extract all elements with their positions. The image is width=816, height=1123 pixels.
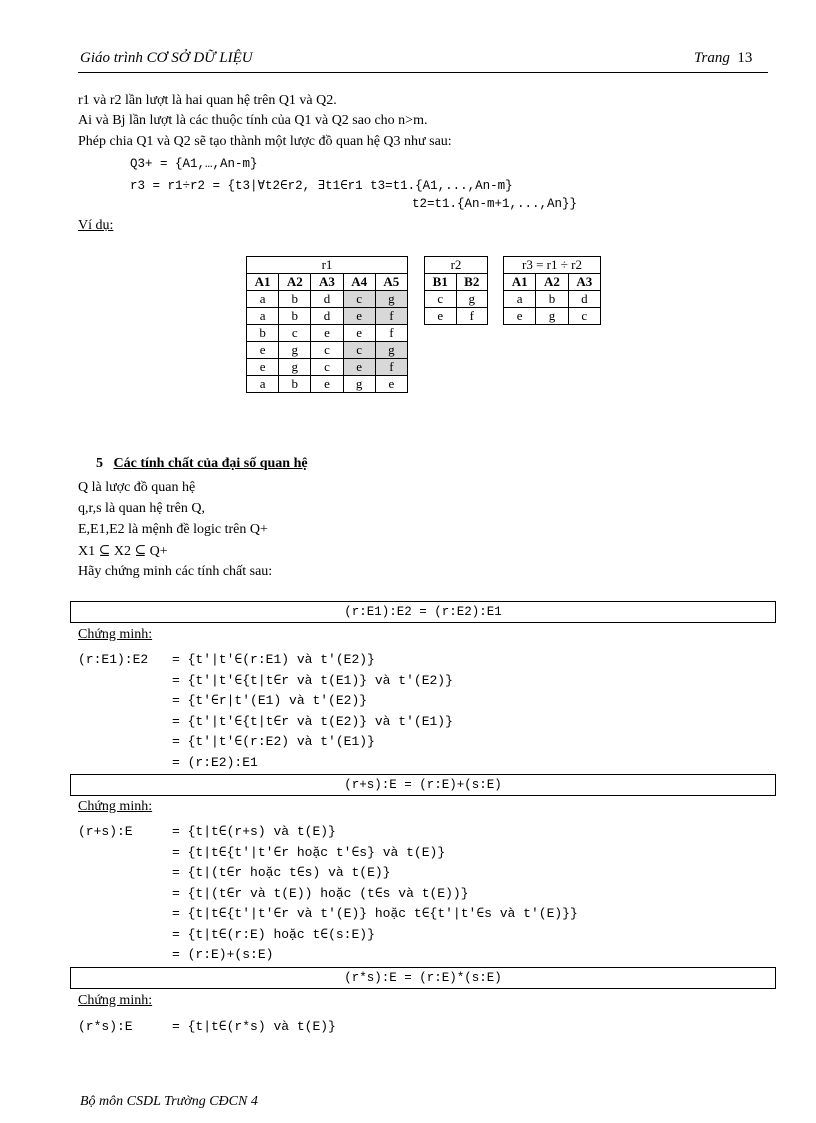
r1-cell: b bbox=[279, 308, 311, 325]
p1-line: = {t'∈r|t'(E1) và t'(E2)} bbox=[172, 693, 368, 708]
r2-header-cell: B2 bbox=[456, 274, 488, 291]
prop-line-5: Hãy chứng minh các tính chất sau: bbox=[78, 564, 273, 579]
p2-line: = {t|(t∈r hoặc t∈s) và t(E)} bbox=[172, 865, 391, 880]
r1-cell: a bbox=[247, 291, 279, 308]
example-label: Ví dụ: bbox=[78, 218, 114, 233]
r3-header-cell: A1 bbox=[504, 274, 536, 291]
r1-cell: e bbox=[311, 325, 343, 342]
table-r3 bbox=[503, 256, 601, 325]
p1-line: = {t'|t'∈{t|t∈r và t(E2)} và t'(E1)} bbox=[172, 713, 453, 729]
proof-label-2: Chứng minh: bbox=[78, 799, 153, 814]
r3-header-cell: A3 bbox=[568, 274, 600, 291]
r2-row bbox=[425, 291, 488, 308]
property-box-3: (r*s):E = (r:E)*(s:E) bbox=[70, 967, 776, 989]
p2-line: = {t|t∈(r:E) hoặc t∈(s:E)} bbox=[172, 926, 375, 942]
r2-cell: f bbox=[456, 308, 488, 325]
r1-cell: b bbox=[279, 291, 311, 308]
r1-row bbox=[247, 325, 408, 342]
r1-cell: b bbox=[247, 325, 279, 342]
r1-row bbox=[247, 308, 408, 325]
r2-header-cell: B1 bbox=[425, 274, 457, 291]
r1-cell: c bbox=[279, 325, 311, 342]
proof2-lhs: (r+s):E bbox=[78, 824, 133, 839]
r3-cell: g bbox=[536, 308, 568, 325]
r2-title: r2 bbox=[425, 257, 488, 274]
r1-header-cell: A2 bbox=[279, 274, 311, 291]
p3-line: = {t|t∈(r*s) và t(E)} bbox=[172, 1019, 336, 1034]
prop-line-3: E,E1,E2 là mệnh đề logic trên Q+ bbox=[78, 522, 268, 537]
r3-cell: e bbox=[504, 308, 536, 325]
intro-line-2: Ai và Bj lần lượt là các thuộc tính của Q1 và Q2 sao cho n>m. bbox=[78, 113, 428, 128]
r3-row bbox=[504, 291, 601, 308]
r1-cell: e bbox=[343, 359, 375, 376]
proof-label-1: Chứng minh: bbox=[78, 627, 153, 642]
property-box-1: (r:E1):E2 = (r:E2):E1 bbox=[70, 601, 776, 623]
r2-cell: c bbox=[425, 291, 457, 308]
r1-row bbox=[247, 376, 408, 393]
r1-header-cell: A1 bbox=[247, 274, 279, 291]
r1-cell: e bbox=[247, 342, 279, 359]
table-r2 bbox=[424, 256, 488, 325]
r3-cell: d bbox=[568, 291, 600, 308]
section-heading bbox=[96, 456, 308, 472]
intro-line-1: r1 và r2 lần lượt là hai quan hệ trên Q1 và Q2. bbox=[78, 93, 337, 108]
prop-line-4: X1 ⊆ X2 ⊆ Q+ bbox=[78, 544, 168, 559]
r1-cell: g bbox=[279, 359, 311, 376]
r3-title: r3 = r1 ÷ r2 bbox=[504, 257, 601, 274]
footer: Bộ môn CSDL Trường CĐCN 4 bbox=[80, 1094, 258, 1109]
r1-row bbox=[247, 359, 408, 376]
p2-line: = {t|t∈(r+s) và t(E)} bbox=[172, 824, 336, 839]
formula-r3: r3 = r1÷r2 = {t3|∀t2∈r2, ∃t1∈r1 t3=t1.{A1,...,An-m} bbox=[130, 179, 513, 193]
r1-cell: a bbox=[247, 308, 279, 325]
proof-label-3: Chứng minh: bbox=[78, 993, 153, 1008]
r3-row bbox=[504, 308, 601, 325]
r1-cell: f bbox=[375, 359, 407, 376]
header-page-number: 13 bbox=[737, 50, 753, 66]
r1-cell: g bbox=[279, 342, 311, 359]
r1-row bbox=[247, 342, 408, 359]
p1-line: = {t'|t'∈{t|t∈r và t(E1)} và t'(E2)} bbox=[172, 672, 453, 688]
header-rule bbox=[78, 72, 768, 73]
r3-cell: a bbox=[504, 291, 536, 308]
r1-cell: f bbox=[375, 308, 407, 325]
proof1-lhs: (r:E1):E2 bbox=[78, 652, 149, 667]
p1-line: = (r:E2):E1 bbox=[172, 754, 258, 770]
r1-cell: e bbox=[343, 325, 375, 342]
p1-line: = {t'|t'∈(r:E1) và t'(E2)} bbox=[172, 652, 375, 667]
r1-cell: g bbox=[375, 291, 407, 308]
prop-line-2: q,r,s là quan hệ trên Q, bbox=[78, 501, 205, 516]
r1-cell: c bbox=[343, 291, 375, 308]
section-title: Các tính chất của đại số quan hệ bbox=[113, 456, 308, 471]
r1-cell: g bbox=[375, 342, 407, 359]
r1-cell: c bbox=[311, 342, 343, 359]
r2-cell: g bbox=[456, 291, 488, 308]
section-number: 5 bbox=[96, 456, 103, 471]
r1-header-cell: A4 bbox=[343, 274, 375, 291]
r1-row bbox=[247, 291, 408, 308]
p2-line: = {t|(t∈r và t(E)) hoặc (t∈s và t(E))} bbox=[172, 885, 469, 901]
p1-line: = {t'|t'∈(r:E2) và t'(E1)} bbox=[172, 734, 375, 749]
p2-line: = {t|t∈{t'|t'∈r và t'(E)} hoặc t∈{t'|t'∈s và t'(E)}} bbox=[172, 906, 578, 921]
r1-cell: d bbox=[311, 308, 343, 325]
r3-cell: b bbox=[536, 291, 568, 308]
header-title: Giáo trình CƠ SỞ DỮ LIỆU bbox=[80, 50, 253, 66]
r1-cell: e bbox=[375, 376, 407, 393]
r1-cell: a bbox=[247, 376, 279, 393]
r2-row bbox=[425, 308, 488, 325]
r1-cell: c bbox=[311, 359, 343, 376]
formula-r3-cont: t2=t1.{An-m+1,...,An}} bbox=[412, 197, 578, 211]
r1-header-cell: A5 bbox=[375, 274, 407, 291]
p2-line: = (r:E)+(s:E) bbox=[172, 947, 274, 962]
property-box-2: (r+s):E = (r:E)+(s:E) bbox=[70, 774, 776, 796]
r1-cell: b bbox=[279, 376, 311, 393]
r1-cell: e bbox=[311, 376, 343, 393]
r1-cell: f bbox=[375, 325, 407, 342]
prop-line-1: Q là lược đồ quan hệ bbox=[78, 480, 196, 495]
r1-cell: d bbox=[311, 291, 343, 308]
proof3-lhs: (r*s):E bbox=[78, 1019, 133, 1034]
r3-cell: c bbox=[568, 308, 600, 325]
r2-cell: e bbox=[425, 308, 457, 325]
r1-cell: g bbox=[343, 376, 375, 393]
r1-title: r1 bbox=[247, 257, 408, 274]
r1-cell: e bbox=[343, 308, 375, 325]
r3-header-cell: A2 bbox=[536, 274, 568, 291]
formula-q3: Q3+ = {A1,…,An-m} bbox=[130, 157, 258, 171]
header-page bbox=[694, 50, 752, 67]
table-r1 bbox=[246, 256, 408, 393]
r1-cell: e bbox=[247, 359, 279, 376]
p2-line: = {t|t∈{t'|t'∈r hoặc t'∈s} và t(E)} bbox=[172, 844, 446, 860]
r1-cell: c bbox=[343, 342, 375, 359]
header-page-label: Trang bbox=[694, 50, 730, 66]
intro-line-3: Phép chia Q1 và Q2 sẽ tạo thành một lược đồ quan hệ Q3 như sau: bbox=[78, 134, 452, 149]
r1-header-cell: A3 bbox=[311, 274, 343, 291]
